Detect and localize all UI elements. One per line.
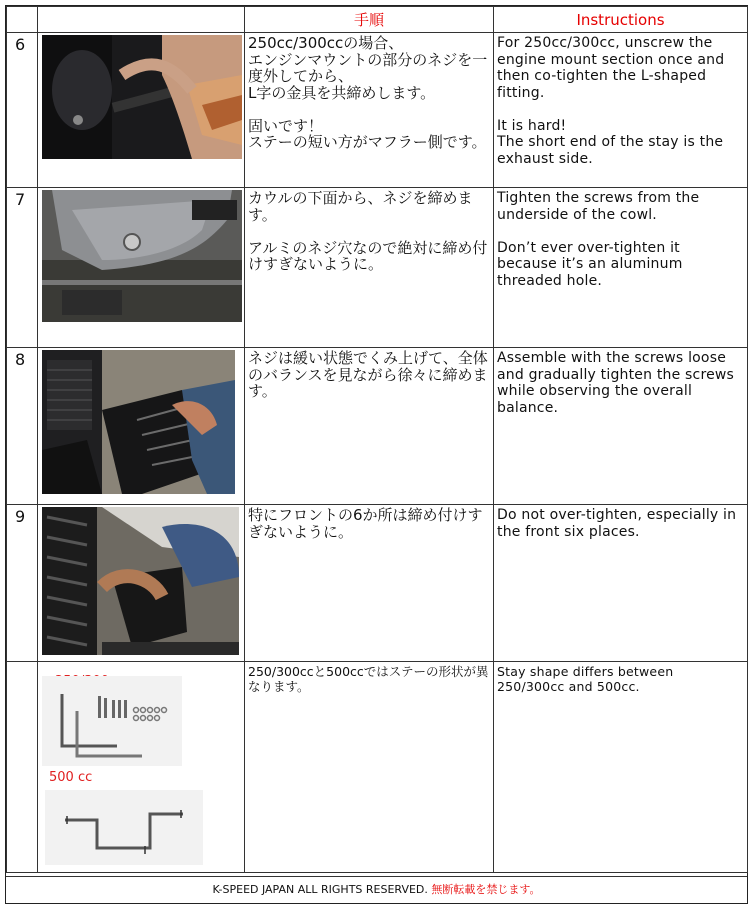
table-row <box>7 662 748 873</box>
step-number <box>7 662 38 873</box>
step-en-text: Assemble with the screws loose and gradually tighten the screws while observing the overall balance. <box>494 348 748 505</box>
step-jp-text: カウルの下面から、ネジを締めます。 アルミのネジ穴なので絶対に締め付けすぎないように。 <box>245 188 494 348</box>
step-en-text: Stay shape differs between 250/300cc and 500cc. <box>494 662 748 873</box>
table-row <box>7 505 748 662</box>
step-jp-text: ネジは緩い状態でくみ上げて、全体のバランスを見ながら徐々に締めます。 <box>245 348 494 505</box>
header-photo-cell <box>38 7 245 33</box>
step-6-photo <box>42 35 242 159</box>
step-7-photo <box>42 190 242 322</box>
step-8-photo <box>42 350 235 494</box>
step-en-text: Do not over-tighten, especially in the front six places. <box>494 505 748 662</box>
stay-500-image <box>45 790 203 865</box>
step-number: 7 <box>7 188 38 348</box>
stay-shapes-figure <box>38 662 243 872</box>
step-number: 8 <box>7 348 38 505</box>
step-9-photo <box>42 507 239 655</box>
step-jp-text: 特にフロントの6か所は締め付けすぎないように。 <box>245 505 494 662</box>
step-jp-text: 250cc/300ccの場合、 エンジンマウントの部分のネジを一度外してから、 L字の金具を共締めします。 固いです！ ステーの短い方がマフラー側です。 <box>245 33 494 188</box>
header-en-cell: Instructions <box>494 7 748 33</box>
table-header-row <box>7 7 748 33</box>
header-step-cell <box>7 7 38 33</box>
step-number: 9 <box>7 505 38 662</box>
footer-notice: 無断転載を禁じます。 <box>431 883 541 896</box>
table-row <box>7 33 748 188</box>
instruction-sheet <box>5 5 748 904</box>
table-row <box>7 188 748 348</box>
step-jp-text: 250/300ccと500ccではステーの形状が異なります。 <box>245 662 494 873</box>
step-en-text: For 250cc/300cc, unscrew the engine mount section once and then co-tighten the L-shaped fitting. It is hard! The short end of the stay is the exhaust side. <box>494 33 748 188</box>
footer <box>6 876 747 903</box>
table-row <box>7 348 748 505</box>
instruction-table <box>6 6 748 873</box>
step-number: 6 <box>7 33 38 188</box>
header-jp-cell: 手順 <box>245 7 494 33</box>
step-en-text: Tighten the screws from the underside of the cowl. Don’t ever over-tighten it because it’s an aluminum threaded hole. <box>494 188 748 348</box>
footer-copyright: K-SPEED JAPAN ALL RIGHTS RESERVED. <box>212 883 428 896</box>
stay-250-300-image <box>42 676 182 766</box>
stay-label-500: 500 cc <box>49 770 93 785</box>
